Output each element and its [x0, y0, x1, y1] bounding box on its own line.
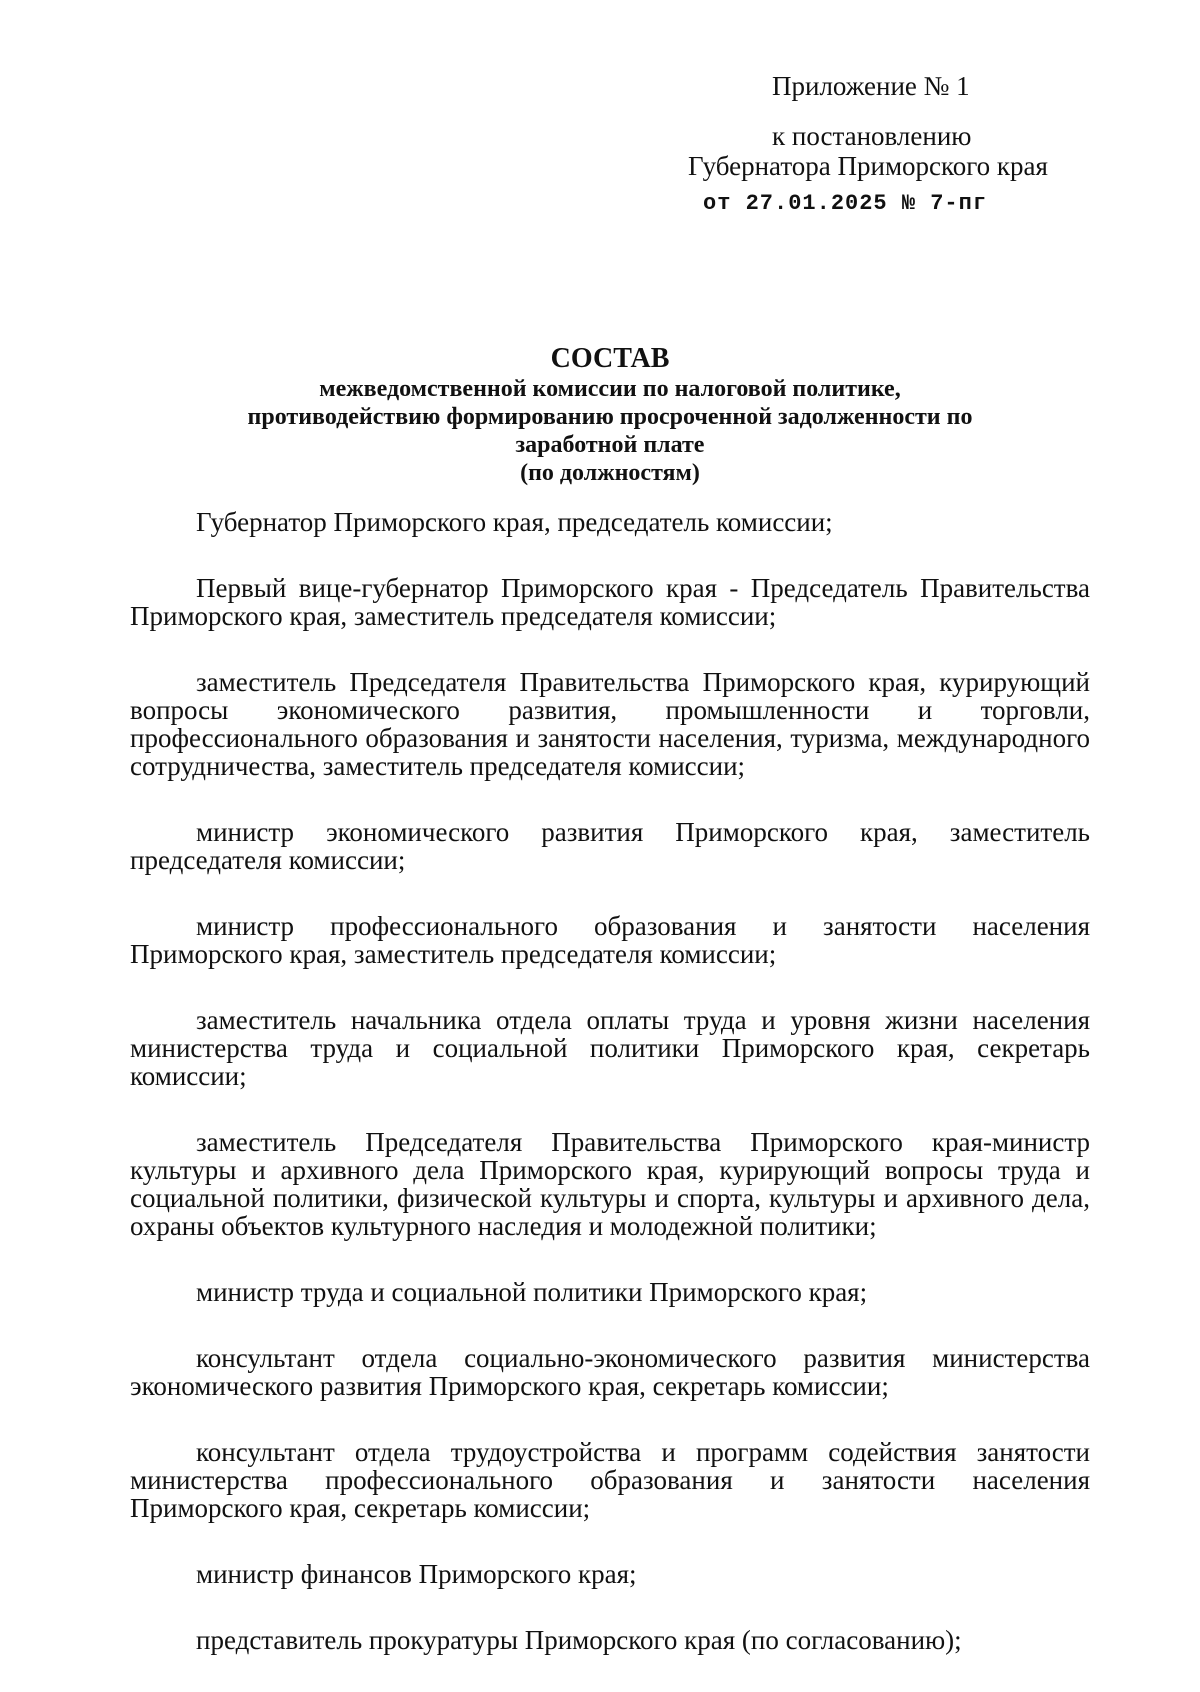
decree-date-number-stamp: от 27.01.2025 № 7-пг: [703, 191, 988, 216]
member-item: консультант отдела социально-экономического развития министерства экономического развития Приморского края, секретарь комиссии;: [130, 1343, 1090, 1401]
document-title: СОСТАВ: [550, 343, 670, 374]
appendix-number: Приложение № 1: [772, 71, 970, 101]
member-item: заместитель Председателя Правительства Приморского края, курирующий вопросы экономического развития, промышленности и торговли, профессионального образования и занятости населения, туризма, международного сотрудничества, заместитель председателя комиссии;: [130, 667, 1090, 781]
member-list: [130, 508, 1090, 1692]
heading-line-4: (по должностям): [520, 460, 700, 486]
member-item: министр профессионального образования и занятости населения Приморского края, заместитель председателя комиссии;: [130, 911, 1090, 969]
member-item: Первый вице-губернатор Приморского края - Председатель Правительства Приморского края, заместитель председателя комиссии;: [130, 573, 1090, 631]
decree-issuer: Губернатора Приморского края: [688, 151, 1048, 181]
member-item: консультант отдела трудоустройства и программ содействия занятости министерства профессионального образования и занятости населения Приморского края, секретарь комиссии;: [130, 1437, 1090, 1523]
member-item: министр экономического развития Приморского края, заместитель председателя комиссии;: [130, 817, 1090, 875]
member-item: заместитель начальника отдела оплаты труда и уровня жизни населения министерства труда и социальной политики Приморского края, секретарь комиссии;: [130, 1005, 1090, 1091]
document-heading: [130, 343, 1090, 487]
member-item: Губернатор Приморского края, председатель комиссии;: [196, 507, 833, 537]
heading-line-3: заработной плате: [515, 432, 705, 458]
member-item: министр финансов Приморского края;: [196, 1559, 637, 1589]
heading-line-2: противодействию формированию просроченной задолженности по: [247, 404, 973, 430]
heading-line-1: межведомственной комиссии по налоговой политике,: [319, 376, 901, 402]
member-item: представитель прокуратуры Приморского края (по согласованию);: [196, 1625, 962, 1655]
member-item: министр труда и социальной политики Приморского края;: [196, 1277, 868, 1307]
decree-reference: к постановлению: [772, 121, 972, 151]
member-item: заместитель Председателя Правительства Приморского края-министр культуры и архивного дела Приморского края, курирующий вопросы труда и социальной политики, физической культуры и спорта, культуры и архивного дела, охраны объектов культурного наследия и молодежной политики;: [130, 1127, 1090, 1241]
